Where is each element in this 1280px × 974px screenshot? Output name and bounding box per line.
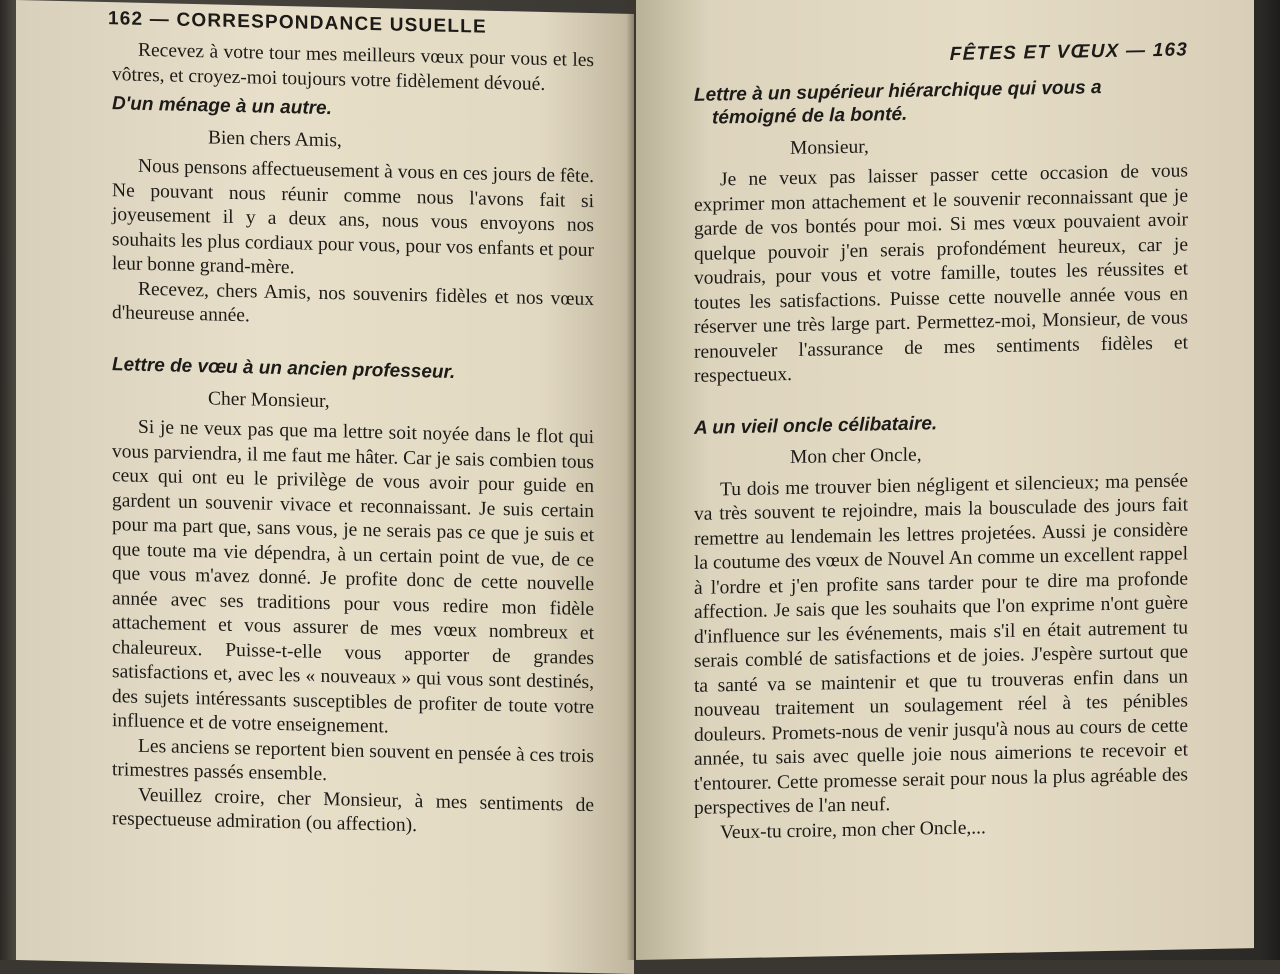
right-page [636, 0, 1254, 960]
right-page-header: FÊTES ET VŒUX — 163 [949, 39, 1188, 65]
opening-paragraph: Recevez à votre tour mes meilleurs vœux pour vous et les vôtres, et croyez-moi toujours votre fidèlement dévoué. [112, 39, 594, 95]
paragraph: Je ne veux pas laisser passer cette occasion de vous exprimer mon attachement et le souvenir reconnaissant que je garde de vos bontés pour moi. Si mes vœux pouvaient avoir quelque pouvoir j'en serais profondément heureux, car je voudrais, pour vous et votre famille, toutes les réussites et toutes les satisfactions. Puisse cette nouvelle année vous en réserver une très large part. Permettez-moi, Monsieur, de vous renouveler l'assurance de mes sentiments fidèles et respectueux. [694, 160, 1188, 387]
paragraph: Nous pensons affectueusement à vous en ces jours de fête. Ne pouvant nous réunir comme nous l'avons fait si joyeusement il y a deux ans, nous vous envoyons nos souhaits les plus cordiaux pour vous, pour vos enfants et pour leur bonne grand-mère. [112, 156, 594, 279]
paragraph: Si je ne veux pas que ma lettre soit noyée dans le flot qui vous parviendra, il me faut me hâter. Car je sais combien tous ceux qui ont eu le privilège de vous avoir pour guide en gardent un souvenir vivace et reconnaissant. Je suis certain pour ma part que, sans vous, je ne serais pas ce que je suis et que toute ma vie dépendra, à un certain point de vue, de ce que vous m'avez donné. Je profite donc de cette nouvelle année avec ses traditions pour vous redire mon fidèle attachement et vous assurer de mes vœux nombreux et chaleureux. Puisse-t-elle vous apporter de grandes satisfactions et, avec les « nouveaux » qui vous sont destinés, des sujets intéressants susceptibles de profiter de toute votre influence et de votre enseignement. [112, 416, 594, 738]
section-heading-oncle: A un vieil oncle célibataire. [694, 412, 938, 439]
section-heading-professeur: Lettre de vœu à un ancien professeur. [112, 353, 456, 383]
paragraph: Veux-tu croire, mon cher Oncle,... [720, 817, 986, 844]
section-heading-superieur: Lettre à un supérieur hiérarchique qui vous a témoigné de la bonté. [694, 77, 1102, 129]
left-page [16, 0, 634, 974]
paragraph: Tu dois me trouver bien négligent et silencieux; ma pensée va très souvent te rejoindre, mais la bousculade des jours fait remettre au lendemain les lettres projetées. Aussi je considère la coutume des vœux de Nouvel An comme un excellent rappel à l'ordre et j'en profite sans tarder pour te dire ma profonde affection. Je sais que les souhaits que l'on exprime n'ont guère d'influence sur les événements, mais s'il en était autrement tu serais comblé de satisfactions et de joies. J'espère surtout que ta santé va se maintenir et que tu trouveras enfin dans un nouveau traitement un soulagement réel à tes pénibles douleurs. Promets-nous de venir jusqu'à nous au cours de cette année, tu sais avec quelle joie nous aimerions te recevoir et t'entourer. Cette promesse serait pour nous la plus agréable des perspectives de l'an neuf. [694, 470, 1188, 820]
salutation-amis: Bien chers Amis, [208, 127, 342, 152]
paragraph: Recevez, chers Amis, nos souvenirs fidèles et nos vœux d'heureuse année. [112, 278, 594, 327]
salutation-monsieur-right: Monsieur, [790, 136, 869, 159]
salutation-monsieur: Cher Monsieur, [208, 387, 330, 412]
left-page-header: 162 — CORRESPONDANCE USUELLE [108, 8, 487, 38]
salutation-oncle: Mon cher Oncle, [790, 444, 922, 469]
paragraph: Les anciens se reportent bien souvent en pensée à ces trois trimestres passés ensemble. [112, 735, 594, 786]
section-heading-menage: D'un ménage à un autre. [112, 93, 332, 120]
paragraph: Veuillez croire, cher Monsieur, à mes sentiments de respectueuse admiration (ou affection). [112, 784, 594, 837]
